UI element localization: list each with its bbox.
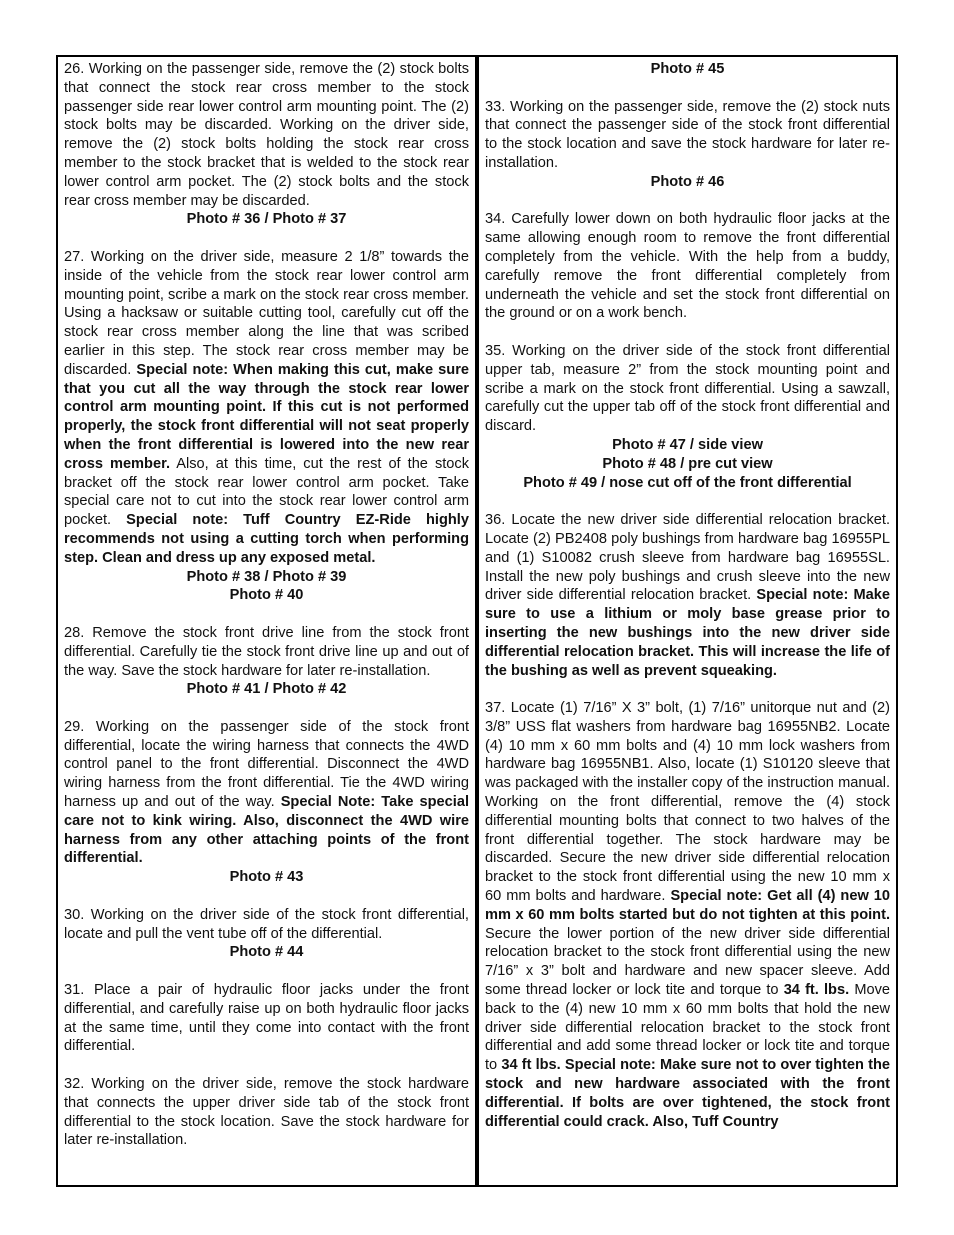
instruction-frame bbox=[56, 55, 898, 1187]
left-column bbox=[58, 57, 479, 1185]
special-note: Special note: Get all (4) new 10 mm x 60 mm bolts started but do not tighten at this point. bbox=[485, 888, 890, 923]
photo-caption: Photo # 36 / Photo # 37 bbox=[186, 211, 347, 228]
step-32-text: 32. Working on the driver side, remove the stock hardware that connects the upper driver side tab of the stock front differential to the stock location. Save the stock hardware for later re-installation. bbox=[64, 1076, 469, 1149]
special-note: Special Note: Take special care not to kink wiring. Also, disconnect the 4WD wire harness from any other attaching points of the front differential. bbox=[64, 794, 469, 867]
step-33-text: 33. Working on the passenger side, remove the (2) stock nuts that connect the passenger side of the stock front differential to the stock location and save the stock hardware for later re-installation. bbox=[485, 98, 890, 171]
photo-caption: Photo # 44 bbox=[229, 944, 304, 961]
spacer bbox=[485, 323, 890, 342]
step-36-text: 36. Locate the new driver side differential relocation bracket. Locate (2) PB2408 poly bushings from hardware bag 16955PL and (1) S10082 crush sleeve from hardware bag 16955SL. Install the new poly bushings and crush sleeve into the new driver side differential relocation bracket. Special note: Make sure to use a lithium or moly base grease prior to inserting the new bushings into the new driver side differential relocation bracket. This will increase the life of the bushing as well as prevent squeaking. bbox=[485, 512, 890, 679]
step-28-text: 28. Remove the stock front drive line from the stock front differential. Carefully tie the stock front drive line up and out of the way. Save the stock hardware for later re-installation. bbox=[64, 624, 469, 679]
special-note: 34 ft lbs. Special note: Make sure not to over tighten the stock and new hardware associated with the front differential. If bolts are over tightened, the stock front differential could crack. Also, Tuff Country bbox=[485, 1057, 890, 1130]
step-26-text: 26. Working on the passenger side, remove the (2) stock bolts that connect the stock rear cross member to the stock passenger side rear lower control arm mounting point. The (2) stock bolts may be discarded. Working on the driver side, remove the (2) stock bolts holding the stock rear cross member to the stock bracket that is welded to the stock rear lower control arm pocket. The (2) stock bolts and the stock rear cross member may be discarded. bbox=[64, 61, 469, 209]
photo-caption: Photo # 49 / nose cut off of the front differential bbox=[523, 474, 852, 491]
spacer bbox=[485, 680, 890, 699]
special-note: Special note: When making this cut, make sure that you cut all the way through the stock rear lower control arm mounting point. If this cut is not performed properly, the stock front differential will not seat properly when the front differential is lowered into the new rear cross member. bbox=[64, 361, 469, 472]
step-35-text: 35. Working on the driver side of the stock front differential upper tab, measure 2” from the stock mounting point and scribe a mark on the stock front differential. Using a sawzall, carefully cut the upper tab off of the stock front differential and discard. bbox=[485, 342, 890, 435]
spacer bbox=[485, 492, 890, 511]
step-30-text: 30. Working on the driver side of the stock front differential, locate and pull the vent tube off of the differential. bbox=[64, 906, 469, 942]
spacer bbox=[64, 887, 469, 906]
spacer bbox=[485, 192, 890, 211]
step-27-text: 27. Working on the driver side, measure 2 1/8” towards the inside of the vehicle from the stock rear lower control arm mounting point, scribe a mark on the stock rear cross member. Using a hacksaw or suitable cutting tool, carefully cut off the stock rear cross member along the line that was scribed earlier in this step. The stock rear cross member may be discarded. Special note: When making this cut, make sure that you cut all the way through the stock rear lower control arm mounting point. If this cut is not performed properly, the stock front differential will not seat properly when the front differential is lowered into the new rear cross member. Also, at this time, cut the rest of the stock bracket off the stock rear lower control arm pocket. Take special care not to cut into the stock rear lower control arm pocket. Special note: Tuff Country EZ-Ride highly recommends not using a cutting torch when performing step. Clean and dress up any exposed metal. bbox=[64, 248, 470, 566]
photo-caption: Photo # 47 / side view bbox=[612, 436, 763, 453]
photo-caption: Photo # 40 bbox=[229, 587, 304, 604]
right-column bbox=[479, 57, 896, 1185]
photo-caption: Photo # 38 / Photo # 39 bbox=[186, 568, 347, 585]
photo-caption: Photo # 48 / pre cut view bbox=[602, 455, 773, 472]
special-note: Special note: Tuff Country EZ-Ride highly recommends not using a cutting torch when performing step. Clean and dress up any exposed metal. bbox=[64, 512, 469, 566]
step-34-text: 34. Carefully lower down on both hydraulic floor jacks at the same allowing enough room to remove the front differential completely from the vehicle. With the help from a buddy, carefully remove the front differential completely from underneath the vehicle and set the stock front differential on the ground or on a work bench. bbox=[485, 211, 890, 322]
photo-caption: Photo # 45 bbox=[650, 61, 725, 77]
photo-caption: Photo # 46 bbox=[650, 173, 725, 190]
photo-caption: Photo # 41 / Photo # 42 bbox=[186, 681, 347, 698]
photo-caption: Photo # 43 bbox=[229, 869, 304, 886]
special-note: Special note: Make sure to use a lithium or moly base grease prior to inserting the new bushings into the new driver side differential relocation bracket. This will increase the life of the bushing as well as prevent squeaking. bbox=[485, 587, 890, 679]
step-31-text: 31. Place a pair of hydraulic floor jacks under the front differential, and carefully raise up on both hydraulic floor jacks at the same time, until they come into contact with the front differential. bbox=[64, 982, 469, 1055]
spacer bbox=[64, 229, 469, 248]
spacer bbox=[64, 1056, 469, 1075]
step-29-text: 29. Working on the passenger side of the stock front differential, locate the wiring harness that connects the 4WD control panel to the front differential. Disconnect the 4WD wiring harness from the front differential. Tie the 4WD wiring harness up and out of the way. Special Note: Take special care not to kink wiring. Also, disconnect the 4WD wire harness from any other attaching points of the front differential. bbox=[64, 718, 469, 867]
spacer bbox=[64, 605, 469, 624]
spacer bbox=[64, 699, 469, 718]
spacer bbox=[485, 79, 890, 98]
step-37-text: 37. Locate (1) 7/16” X 3” bolt, (1) 7/16” unitorque nut and (2) 3/8” USS flat washers from hardware bag 16955NB2. Locate (4) 10 mm x 60 mm bolts and (4) 10 mm lock washers from hardware bag 16955NB1. Also, locate (1) S10120 sleeve that was packaged with the installer copy of the instruction manual. Working on the front differential, remove the (4) stock differential mounting bolts that connect to two halves of the front differential together. The stock hardware may be discarded. Secure the new driver side differential relocation bracket to the stock front differential using the new 10 mm x 60 mm bolts and hardware. Special note: Get all (4) new 10 mm x 60 mm bolts started but do not tighten at this point. Secure the lower portion of the new driver side differential relocation bracket to the stock front differential using the new 7/16” x 3” bolt and hardware and new spacer sleeve. Add some thread locker or lock tite and torque to 34 ft. lbs. Move back to the (4) new 10 mm x 60 mm bolts that hold the new driver side differential relocation bracket to the stock front differential and add some thread locker or lock tite and torque to 34 ft lbs. Special note: Make sure not to over tighten the stock and new hardware associated with the front differential. If bolts are over tightened, the stock front differential could crack. Also, Tuff Country bbox=[485, 700, 890, 1130]
torque-value: 34 ft. lbs. bbox=[783, 982, 850, 999]
spacer bbox=[64, 962, 469, 981]
